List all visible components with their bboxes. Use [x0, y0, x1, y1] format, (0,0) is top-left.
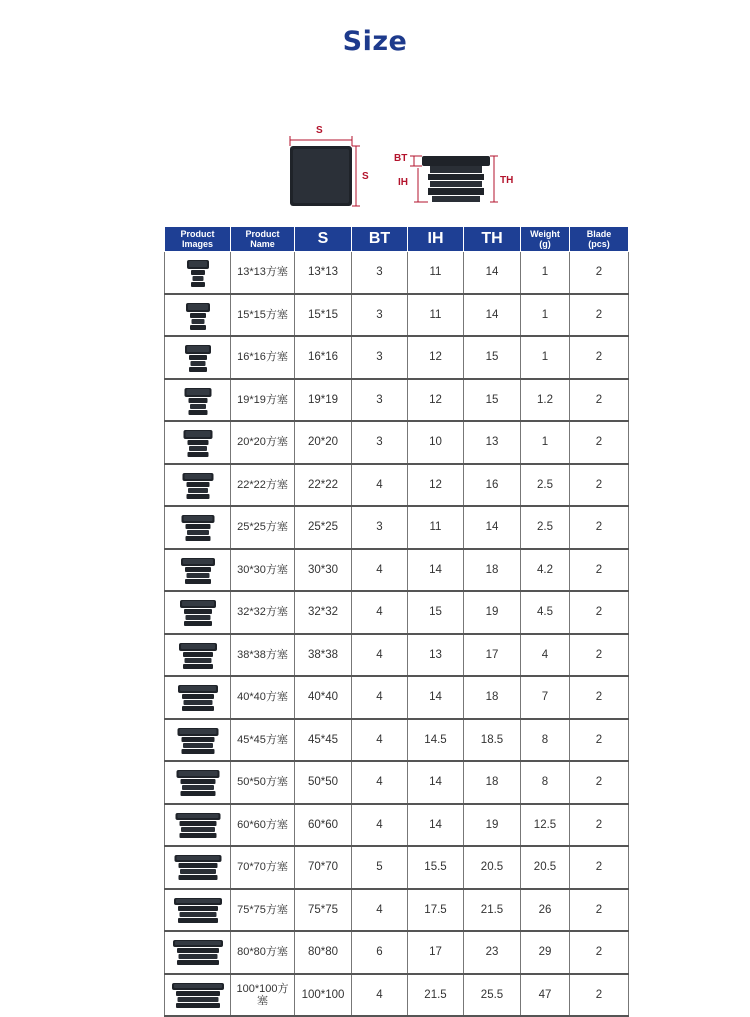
ih-cell: 17.5 [408, 889, 464, 932]
th-cell: 19 [464, 804, 521, 847]
table-row [165, 506, 629, 549]
ih-cell: 13 [408, 634, 464, 677]
ih-dimension-label: IH [398, 177, 408, 188]
header-blade-line1: Blade [586, 229, 612, 239]
product-image-cell [165, 974, 231, 1017]
blade-cell: 2 [570, 676, 629, 719]
table-header-row [165, 227, 629, 252]
product-name-text: 22*22方塞 [237, 478, 288, 491]
product-thumbnail [169, 765, 227, 799]
product-image-cell [165, 591, 231, 634]
blade-cell: 2 [570, 379, 629, 422]
product-name-text: 32*32方塞 [237, 606, 288, 619]
bt-cell: 4 [352, 974, 408, 1017]
product-thumbnail [169, 383, 227, 417]
product-thumbnail [169, 680, 227, 714]
bt-cell: 3 [352, 252, 408, 294]
ih-cell: 12 [408, 336, 464, 379]
product-name-cell [231, 804, 295, 847]
header-product-name [231, 227, 295, 252]
ih-cell: 15.5 [408, 846, 464, 889]
table-row [165, 719, 629, 762]
product-image-cell [165, 549, 231, 592]
product-name-text: 15*15方塞 [237, 308, 288, 321]
table-row [165, 294, 629, 337]
product-thumbnail [169, 255, 227, 289]
product-name-cell [231, 591, 295, 634]
table-row [165, 549, 629, 592]
table-body [165, 252, 629, 1017]
weight-cell: 4.5 [521, 591, 570, 634]
table-row [165, 804, 629, 847]
product-name-text: 100*100方塞 [236, 982, 289, 1007]
product-image-cell [165, 421, 231, 464]
product-thumbnail [169, 340, 227, 374]
header-bt: BT [352, 227, 408, 252]
blade-cell: 2 [570, 421, 629, 464]
size-cell: 13*13 [295, 252, 352, 294]
header-s: S [295, 227, 352, 252]
table-row [165, 591, 629, 634]
th-cell: 18.5 [464, 719, 521, 762]
ih-cell: 14.5 [408, 719, 464, 762]
product-name-cell [231, 634, 295, 677]
weight-cell: 47 [521, 974, 570, 1017]
weight-cell: 8 [521, 761, 570, 804]
product-name-cell [231, 252, 295, 294]
product-image-cell [165, 931, 231, 974]
th-cell: 23 [464, 931, 521, 974]
header-weight-line2: (g) [539, 239, 551, 249]
header-product-name-line2: Name [250, 239, 275, 249]
weight-cell: 1.2 [521, 379, 570, 422]
product-thumbnail [169, 510, 227, 544]
th-dimension-label: TH [500, 175, 514, 186]
product-thumbnail [169, 425, 227, 459]
product-name-text: 16*16方塞 [237, 351, 288, 364]
product-thumbnail [169, 850, 227, 884]
th-cell: 18 [464, 761, 521, 804]
product-name-cell [231, 719, 295, 762]
product-name-cell [231, 379, 295, 422]
blade-cell: 2 [570, 974, 629, 1017]
th-cell: 13 [464, 421, 521, 464]
product-thumbnail [169, 935, 227, 969]
ih-cell: 12 [408, 464, 464, 507]
bt-cell: 3 [352, 506, 408, 549]
table-row [165, 846, 629, 889]
product-thumbnail [169, 893, 227, 927]
th-cell: 21.5 [464, 889, 521, 932]
table-row [165, 421, 629, 464]
ih-cell: 14 [408, 676, 464, 719]
bt-cell: 4 [352, 676, 408, 719]
header-weight-line1: Weight [530, 229, 560, 239]
ih-cell: 11 [408, 506, 464, 549]
ih-cell: 14 [408, 804, 464, 847]
product-image-cell [165, 294, 231, 337]
table-row [165, 676, 629, 719]
size-cell: 70*70 [295, 846, 352, 889]
product-image-cell [165, 761, 231, 804]
table-row [165, 761, 629, 804]
blade-cell: 2 [570, 464, 629, 507]
product-name-text: 60*60方塞 [237, 818, 288, 831]
bt-cell: 3 [352, 294, 408, 337]
product-image-cell [165, 889, 231, 932]
product-name-cell [231, 889, 295, 932]
th-cell: 20.5 [464, 846, 521, 889]
bt-cell: 5 [352, 846, 408, 889]
bt-cell: 4 [352, 889, 408, 932]
product-thumbnail [169, 468, 227, 502]
blade-cell: 2 [570, 719, 629, 762]
bt-cell: 4 [352, 549, 408, 592]
weight-cell: 4.2 [521, 549, 570, 592]
product-name-cell [231, 846, 295, 889]
header-blade [570, 227, 629, 252]
page-title: Size [342, 26, 408, 57]
header-product-images-line2: Images [181, 239, 214, 249]
product-name-text: 30*30方塞 [237, 563, 288, 576]
size-cell: 25*25 [295, 506, 352, 549]
blade-cell: 2 [570, 549, 629, 592]
product-name-text: 80*80方塞 [237, 946, 288, 959]
size-cell: 80*80 [295, 931, 352, 974]
ih-cell: 14 [408, 549, 464, 592]
bt-cell: 4 [352, 464, 408, 507]
bt-cell: 3 [352, 336, 408, 379]
weight-cell: 8 [521, 719, 570, 762]
product-thumbnail [169, 298, 227, 332]
ih-cell: 14 [408, 761, 464, 804]
product-image-cell [165, 634, 231, 677]
product-thumbnail [169, 638, 227, 672]
weight-cell: 4 [521, 634, 570, 677]
table-row [165, 974, 629, 1017]
size-cell: 75*75 [295, 889, 352, 932]
weight-cell: 2.5 [521, 506, 570, 549]
bt-cell: 3 [352, 379, 408, 422]
blade-cell: 2 [570, 634, 629, 677]
product-image-cell [165, 336, 231, 379]
product-name-cell [231, 974, 295, 1017]
ih-cell: 15 [408, 591, 464, 634]
weight-cell: 1 [521, 421, 570, 464]
blade-cell: 2 [570, 889, 629, 932]
blade-cell: 2 [570, 761, 629, 804]
product-name-cell [231, 676, 295, 719]
bt-cell: 4 [352, 804, 408, 847]
size-cell: 50*50 [295, 761, 352, 804]
th-cell: 15 [464, 336, 521, 379]
weight-cell: 1 [521, 294, 570, 337]
product-image-cell [165, 846, 231, 889]
header-product-images [165, 227, 231, 252]
product-name-text: 13*13方塞 [237, 266, 288, 279]
product-thumbnail [169, 808, 227, 842]
header-th: TH [464, 227, 521, 252]
size-cell: 100*100 [295, 974, 352, 1017]
product-name-text: 38*38方塞 [237, 648, 288, 661]
size-cell: 16*16 [295, 336, 352, 379]
ih-cell: 10 [408, 421, 464, 464]
product-name-cell [231, 464, 295, 507]
product-image-cell [165, 464, 231, 507]
header-product-images-line1: Product [180, 229, 215, 239]
product-name-text: 75*75方塞 [237, 903, 288, 916]
product-image-cell [165, 676, 231, 719]
product-name-text: 25*25方塞 [237, 521, 288, 534]
product-image-cell [165, 379, 231, 422]
blade-cell: 2 [570, 294, 629, 337]
th-cell: 17 [464, 634, 521, 677]
weight-cell: 2.5 [521, 464, 570, 507]
product-name-cell [231, 549, 295, 592]
product-thumbnail [169, 978, 227, 1012]
weight-cell: 1 [521, 336, 570, 379]
bt-cell: 4 [352, 591, 408, 634]
blade-cell: 2 [570, 846, 629, 889]
th-cell: 25.5 [464, 974, 521, 1017]
size-cell: 45*45 [295, 719, 352, 762]
bt-cell: 6 [352, 931, 408, 974]
product-image-cell [165, 506, 231, 549]
bt-cell: 3 [352, 421, 408, 464]
bt-cell: 4 [352, 634, 408, 677]
blade-cell: 2 [570, 804, 629, 847]
size-cell: 15*15 [295, 294, 352, 337]
th-cell: 14 [464, 294, 521, 337]
weight-cell: 29 [521, 931, 570, 974]
product-name-text: 20*20方塞 [237, 436, 288, 449]
th-cell: 15 [464, 379, 521, 422]
size-cell: 22*22 [295, 464, 352, 507]
table-row [165, 336, 629, 379]
ih-cell: 12 [408, 379, 464, 422]
table-row [165, 464, 629, 507]
header-weight [521, 227, 570, 252]
size-cell: 20*20 [295, 421, 352, 464]
size-cell: 40*40 [295, 676, 352, 719]
size-cell: 30*30 [295, 549, 352, 592]
weight-cell: 7 [521, 676, 570, 719]
blade-cell: 2 [570, 591, 629, 634]
weight-cell: 20.5 [521, 846, 570, 889]
product-thumbnail [169, 723, 227, 757]
size-cell: 32*32 [295, 591, 352, 634]
th-cell: 16 [464, 464, 521, 507]
product-image-cell [165, 252, 231, 294]
product-name-text: 40*40方塞 [237, 691, 288, 704]
header-product-name-line1: Product [245, 229, 280, 239]
product-name-cell [231, 336, 295, 379]
weight-cell: 1 [521, 252, 570, 294]
size-cell: 38*38 [295, 634, 352, 677]
width-dimension-label: S [316, 125, 323, 136]
blade-cell: 2 [570, 506, 629, 549]
dimension-diagram-graphic [282, 124, 522, 210]
table-row [165, 931, 629, 974]
dimension-diagram [282, 124, 522, 210]
height-dimension-label: S [362, 171, 369, 182]
product-image-cell [165, 719, 231, 762]
bt-cell: 4 [352, 761, 408, 804]
product-name-text: 19*19方塞 [237, 393, 288, 406]
ih-cell: 17 [408, 931, 464, 974]
header-blade-line2: (pcs) [588, 239, 610, 249]
blade-cell: 2 [570, 931, 629, 974]
bt-dimension-label: BT [394, 153, 408, 164]
blade-cell: 2 [570, 336, 629, 379]
product-image-cell [165, 804, 231, 847]
product-name-cell [231, 421, 295, 464]
th-cell: 18 [464, 676, 521, 719]
th-cell: 14 [464, 506, 521, 549]
size-cell: 19*19 [295, 379, 352, 422]
product-thumbnail [169, 595, 227, 629]
product-name-text: 70*70方塞 [237, 861, 288, 874]
ih-cell: 11 [408, 252, 464, 294]
table-row [165, 252, 629, 294]
product-thumbnail [169, 553, 227, 587]
product-name-text: 50*50方塞 [237, 776, 288, 789]
bt-cell: 4 [352, 719, 408, 762]
ih-cell: 21.5 [408, 974, 464, 1017]
product-name-cell [231, 931, 295, 974]
ih-cell: 11 [408, 294, 464, 337]
th-cell: 18 [464, 549, 521, 592]
weight-cell: 26 [521, 889, 570, 932]
product-name-cell [231, 294, 295, 337]
th-cell: 14 [464, 252, 521, 294]
weight-cell: 12.5 [521, 804, 570, 847]
table-row [165, 889, 629, 932]
product-name-text: 45*45方塞 [237, 733, 288, 746]
blade-cell: 2 [570, 252, 629, 294]
table-row [165, 379, 629, 422]
size-spec-table [164, 227, 629, 1017]
header-ih: IH [408, 227, 464, 252]
product-name-cell [231, 506, 295, 549]
size-cell: 60*60 [295, 804, 352, 847]
table-row [165, 634, 629, 677]
product-name-cell [231, 761, 295, 804]
th-cell: 19 [464, 591, 521, 634]
